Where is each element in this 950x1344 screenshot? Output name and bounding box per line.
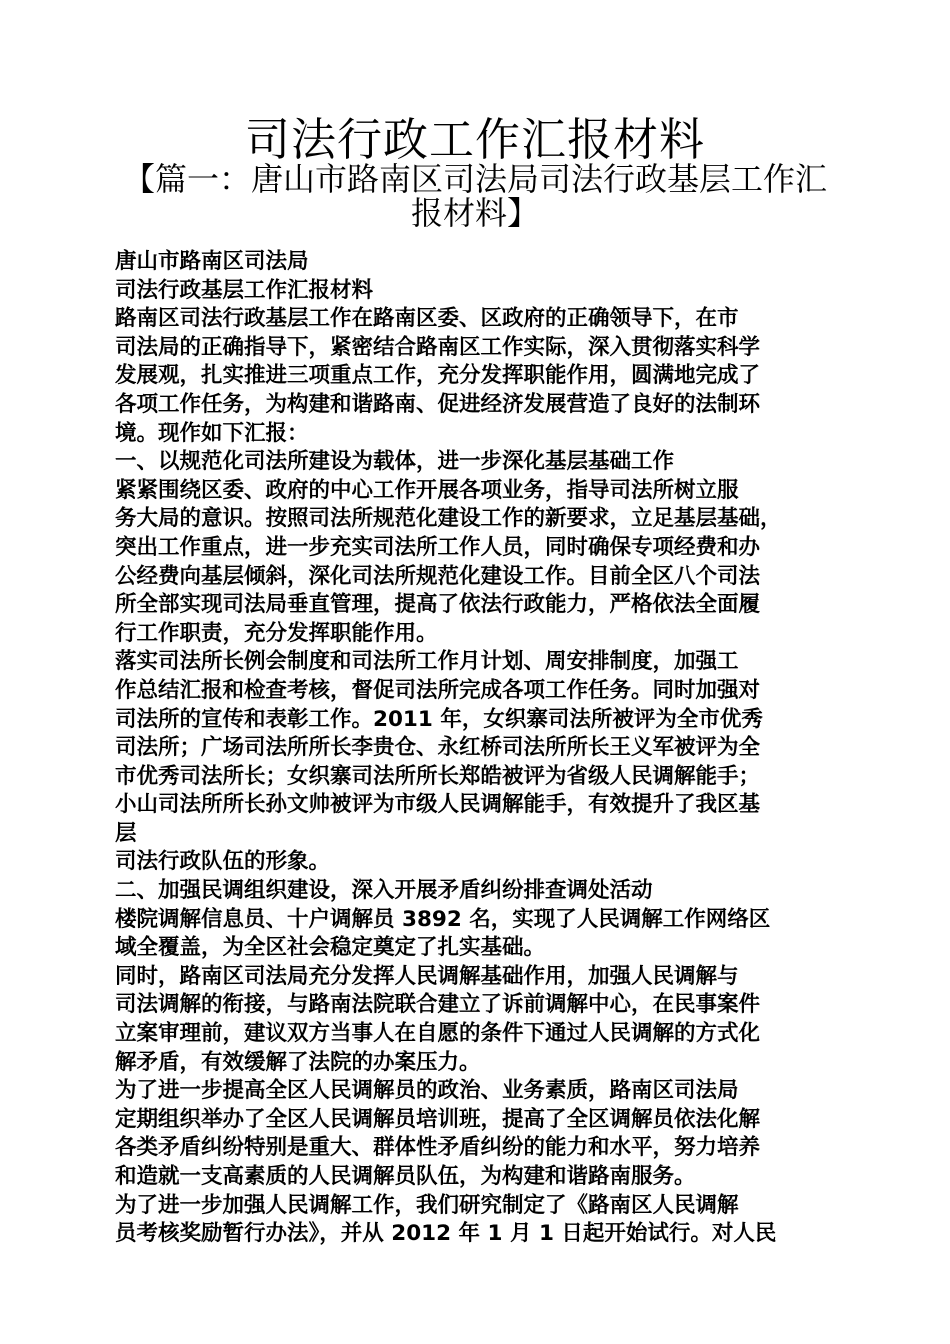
text-line: 小山司法所所长孙文帅被评为市级人民调解能手，有效提升了我区基 xyxy=(115,792,761,818)
document-title: 司法行政工作汇报材料 xyxy=(244,113,705,166)
text-line: 司法所的宣传和表彰工作。2011 年，女织寨司法所被评为全市优秀 xyxy=(115,706,763,732)
text-line: 公经费向基层倾斜，深化司法所规范化建设工作。目前全区八个司法 xyxy=(115,563,761,589)
text-line: 立案审理前，建议双方当事人在自愿的条件下通过人民调解的方式化 xyxy=(115,1021,761,1047)
text-line: 司法行政队伍的形象。 xyxy=(115,849,331,875)
text-line: 唐山市路南区司法局 xyxy=(115,249,309,274)
document-body xyxy=(115,248,855,1249)
text-line: 紧紧围绕区委、政府的中心工作开展各项业务，指导司法所树立服 xyxy=(115,477,739,503)
text-line: 落实司法所长例会制度和司法所工作月计划、周安排制度，加强工 xyxy=(115,649,739,675)
text-line: 和造就一支高素质的人民调解员队伍，为构建和谐路南服务。 xyxy=(115,1164,696,1189)
text-line: 各类矛盾纠纷特别是重大、群体性矛盾纠纷的能力和水平，努力培养 xyxy=(115,1135,761,1161)
text-line: 境。现作如下汇报： xyxy=(115,420,309,446)
text-line: 员考核奖励暂行办法》，并从 2012 年 1 月 1 日起开始试行。对人民 xyxy=(115,1221,777,1247)
text-line: 二、加强民调组织建设，深入开展矛盾纠纷排查调处活动 xyxy=(115,878,653,904)
text-line: 一、以规范化司法所建设为载体，进一步深化基层基础工作 xyxy=(115,449,675,475)
text-line: 定期组织举办了全区人民调解员培训班，提高了全区调解员依法化解 xyxy=(115,1106,761,1132)
text-line: 市优秀司法所长；女织寨司法所所长郑皓被评为省级人民调解能手； xyxy=(115,763,761,789)
text-line: 域全覆盖，为全区社会稳定奠定了扎实基础。 xyxy=(115,935,546,961)
text-line: 楼院调解信息员、十户调解员 3892 名，实现了人民调解工作网络区 xyxy=(115,906,771,932)
text-line: 务大局的意识。按照司法所规范化建设工作的新要求，立足基层基础， xyxy=(115,506,782,532)
text-line: 为了进一步加强人民调解工作，我们研究制定了《路南区人民调解 xyxy=(115,1192,739,1218)
text-line: 司法行政基层工作汇报材料 xyxy=(115,277,374,303)
text-line: 同时，路南区司法局充分发挥人民调解基础作用，加强人民调解与 xyxy=(115,963,739,989)
text-line: 司法调解的衔接，与路南法院联合建立了诉前调解中心，在民事案件 xyxy=(115,992,761,1018)
text-line: 作总结汇报和检查考核，督促司法所完成各项工作任务。同时加强对 xyxy=(115,677,761,703)
text-line: 发展观，扎实推进三项重点工作，充分发挥职能作用，圆满地完成了 xyxy=(115,363,761,389)
document-subtitle: 【篇一：唐山市路南区司法局司法行政基层工作汇报材料】 xyxy=(122,160,827,232)
text-line: 为了进一步提高全区人民调解员的政治、业务素质，路南区司法局 xyxy=(115,1078,739,1104)
text-line: 司法所；广场司法所所长李贵仓、永红桥司法所所长王义军被评为全 xyxy=(115,735,761,761)
text-line: 层 xyxy=(115,820,137,846)
text-line: 司法局的正确指导下，紧密结合路南区工作实际，深入贯彻落实科学 xyxy=(115,334,761,360)
text-line: 行工作职责，充分发挥职能作用。 xyxy=(115,620,438,646)
text-line: 解矛盾，有效缓解了法院的办案压力。 xyxy=(115,1049,481,1075)
text-line: 所全部实现司法局垂直管理，提高了依法行政能力，严格依法全面履 xyxy=(115,592,761,618)
text-line: 路南区司法行政基层工作在路南区委、区政府的正确领导下，在市 xyxy=(115,306,739,332)
text-line: 各项工作任务，为构建和谐路南、促进经济发展营造了良好的法制环 xyxy=(115,391,761,417)
text-line: 突出工作重点，进一步充实司法所工作人员，同时确保专项经费和办 xyxy=(115,534,761,560)
